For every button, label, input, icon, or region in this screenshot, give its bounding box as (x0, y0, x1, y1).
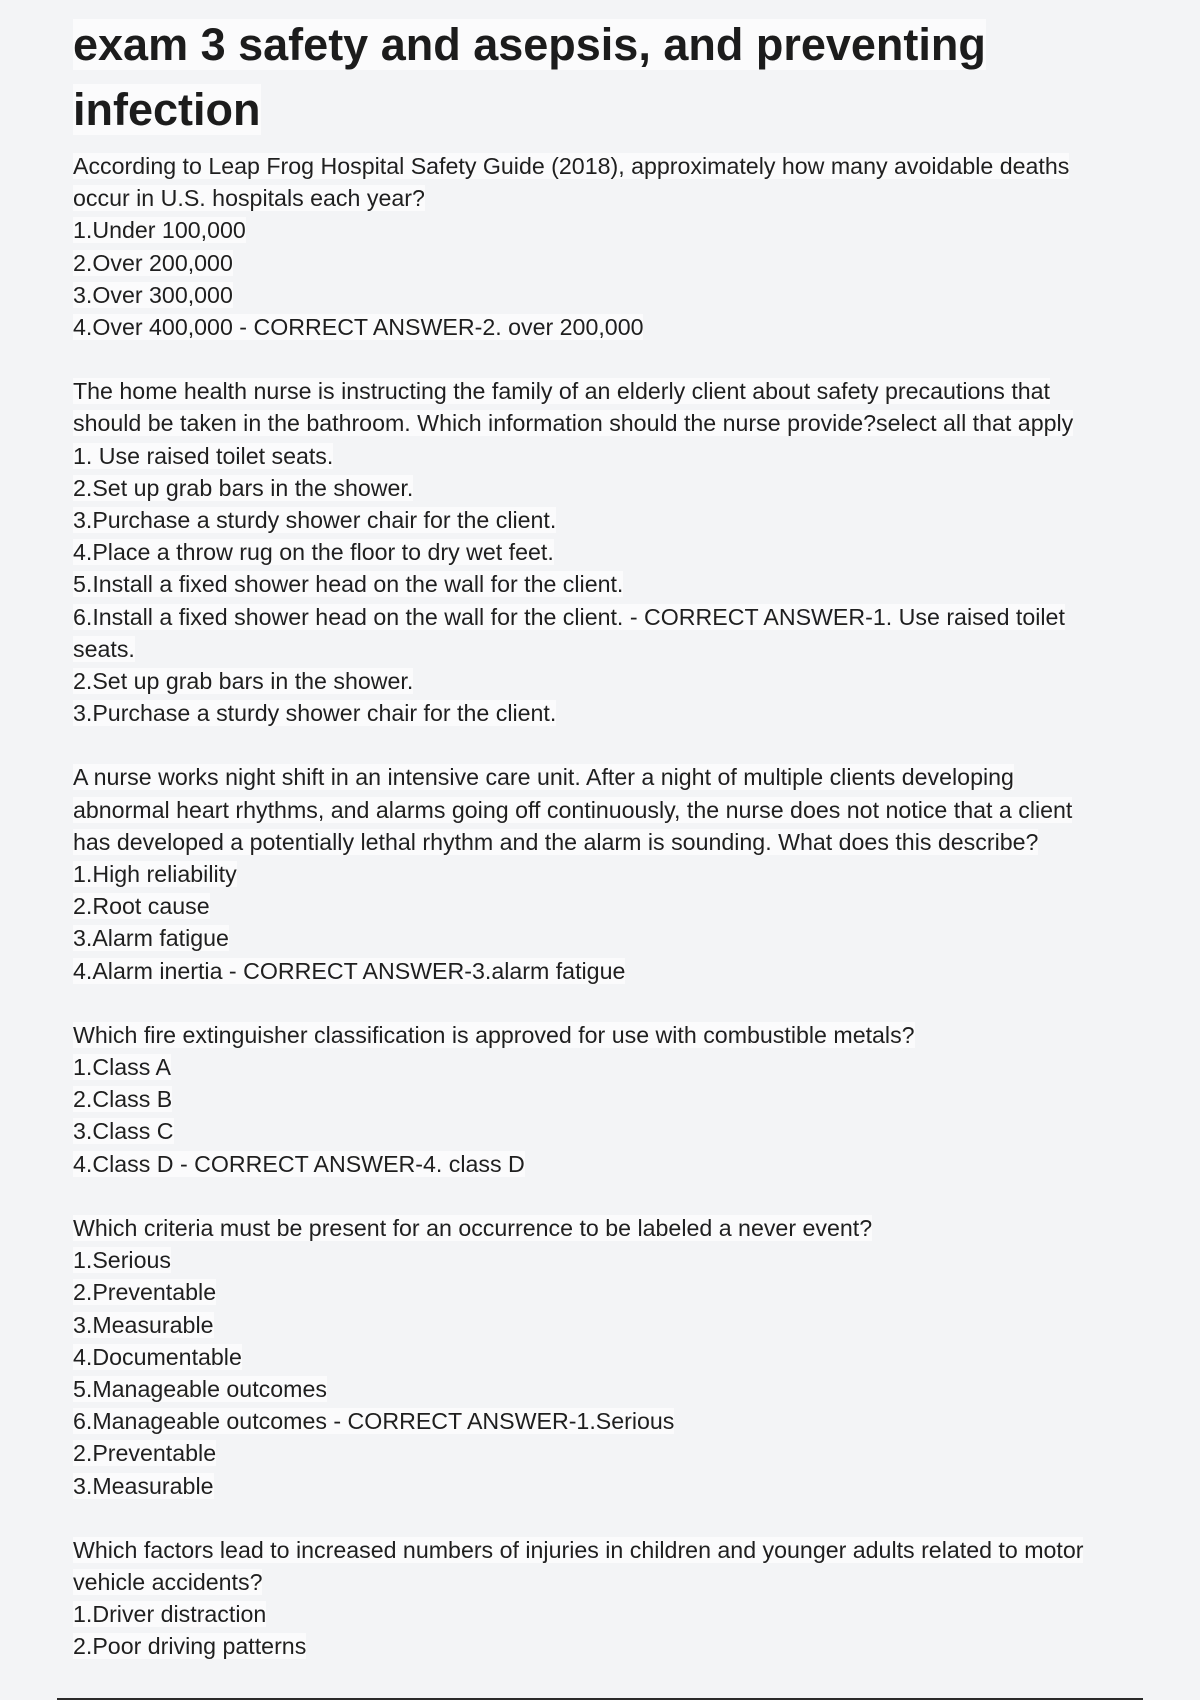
qa-list (73, 150, 1153, 1663)
question-line (73, 890, 1153, 922)
question-line (73, 279, 1153, 311)
question-block (73, 761, 1153, 986)
question-line (73, 536, 1153, 568)
question-line-text: Which factors lead to increased numbers of injuries in children and younger adults related to motor (73, 1536, 1084, 1563)
question-line-text: 1.Serious (73, 1247, 171, 1274)
question-block (73, 1534, 1153, 1663)
question-line-text: has developed a potentially lethal rhythm and the alarm is sounding. What does this describe? (73, 828, 1039, 855)
question-line (73, 794, 1153, 826)
question-line (73, 407, 1153, 439)
question-line (73, 568, 1153, 600)
question-line-text: should be taken in the bathroom. Which information should the nurse provide?select all that apply (73, 410, 1074, 437)
question-line (73, 1341, 1153, 1373)
question-line-text: 3.Alarm fatigue (73, 925, 229, 952)
question-line-text: occur in U.S. hospitals each year? (73, 185, 425, 212)
question-line-text: seats. (73, 635, 135, 662)
question-line-text: 3.Measurable (73, 1472, 214, 1499)
question-line (73, 1630, 1153, 1662)
question-line-text: 2.Set up grab bars in the shower. (73, 668, 414, 695)
document-title (73, 12, 1153, 142)
question-line-text: 1.Under 100,000 (73, 217, 246, 244)
title-line-1: exam 3 safety and asepsis, and preventing (73, 19, 986, 70)
question-line-text: 3.Over 300,000 (73, 281, 233, 308)
question-line-text: 1. Use raised toilet seats. (73, 442, 334, 469)
question-line (73, 375, 1153, 407)
title-line-2: infection (73, 84, 261, 135)
question-line (73, 1598, 1153, 1630)
question-line-text: 2.Over 200,000 (73, 249, 233, 276)
question-line-text: Which fire extinguisher classification is approved for use with combustible metals? (73, 1021, 915, 1048)
question-line (73, 472, 1153, 504)
question-line-text: A nurse works night shift in an intensive care unit. After a night of multiple clients developing (73, 764, 1014, 791)
question-line (73, 761, 1153, 793)
question-line (73, 1437, 1153, 1469)
question-line (73, 182, 1153, 214)
question-block (73, 150, 1153, 343)
question-line (73, 826, 1153, 858)
question-block (73, 375, 1153, 729)
question-line (73, 1212, 1153, 1244)
question-line (73, 504, 1153, 536)
question-line (73, 1566, 1153, 1598)
question-line-text: 2.Set up grab bars in the shower. (73, 474, 414, 501)
question-line (73, 922, 1153, 954)
question-line-text: 2.Root cause (73, 893, 210, 920)
question-line-text: 2.Preventable (73, 1440, 217, 1467)
question-line (73, 858, 1153, 890)
question-line (73, 311, 1153, 343)
question-line-text: abnormal heart rhythms, and alarms going off continuously, the nurse does not notice that a client (73, 796, 1073, 823)
question-line-text: 1.High reliability (73, 861, 237, 888)
question-line-text: 3.Measurable (73, 1311, 214, 1338)
question-line-text: 2.Preventable (73, 1279, 217, 1306)
question-line (73, 697, 1153, 729)
question-line-text: 5.Install a fixed shower head on the wall for the client. (73, 571, 624, 598)
question-line (73, 1083, 1153, 1115)
question-line (73, 150, 1153, 182)
question-line (73, 1470, 1153, 1502)
question-line-text: vehicle accidents? (73, 1568, 263, 1595)
question-line-text: The home health nurse is instructing the family of an elderly client about safety precautions that (73, 378, 1050, 405)
question-line-text: 6.Manageable outcomes - CORRECT ANSWER-1.Serious (73, 1408, 675, 1435)
question-line-text: 5.Manageable outcomes (73, 1375, 327, 1402)
question-line-text: According to Leap Frog Hospital Safety Guide (2018), approximately how many avoidable deaths (73, 153, 1070, 179)
question-line (73, 1244, 1153, 1276)
question-line-text: 4.Alarm inertia - CORRECT ANSWER-3.alarm fatigue (73, 957, 626, 984)
question-line (73, 247, 1153, 279)
question-line-text: 4.Over 400,000 - CORRECT ANSWER-2. over 200,000 (73, 314, 644, 341)
question-line-text: 4.Class D - CORRECT ANSWER-4. class D (73, 1150, 525, 1177)
question-line-text: Which criteria must be present for an occurrence to be labeled a never event? (73, 1214, 873, 1241)
question-line (73, 214, 1153, 246)
question-line-text: 6.Install a fixed shower head on the wall for the client. - CORRECT ANSWER-1. Use raised toilet (73, 603, 1065, 630)
question-line (73, 1051, 1153, 1083)
question-block (73, 1019, 1153, 1180)
question-line-text: 2.Class B (73, 1086, 173, 1113)
question-line-text: 2.Poor driving patterns (73, 1633, 307, 1660)
question-line (73, 665, 1153, 697)
question-line (73, 1309, 1153, 1341)
question-block (73, 1212, 1153, 1502)
question-line (73, 1373, 1153, 1405)
question-line-text: 3.Class C (73, 1118, 174, 1145)
question-line (73, 1276, 1153, 1308)
question-line-text: 4.Documentable (73, 1343, 242, 1370)
question-line (73, 1405, 1153, 1437)
question-line-text: 3.Purchase a sturdy shower chair for the client. (73, 507, 557, 534)
question-line (73, 1534, 1153, 1566)
question-line (73, 601, 1153, 633)
question-line-text: 1.Class A (73, 1054, 171, 1081)
question-line-text: 1.Driver distraction (73, 1601, 267, 1628)
question-line (73, 633, 1153, 665)
question-line (73, 1148, 1153, 1180)
question-line (73, 1115, 1153, 1147)
question-line (73, 955, 1153, 987)
question-line-text: 4.Place a throw rug on the floor to dry wet feet. (73, 539, 554, 566)
question-line (73, 440, 1153, 472)
question-line-text: 3.Purchase a sturdy shower chair for the client. (73, 700, 557, 727)
question-line (73, 1019, 1153, 1051)
document-page (73, 12, 1153, 1695)
